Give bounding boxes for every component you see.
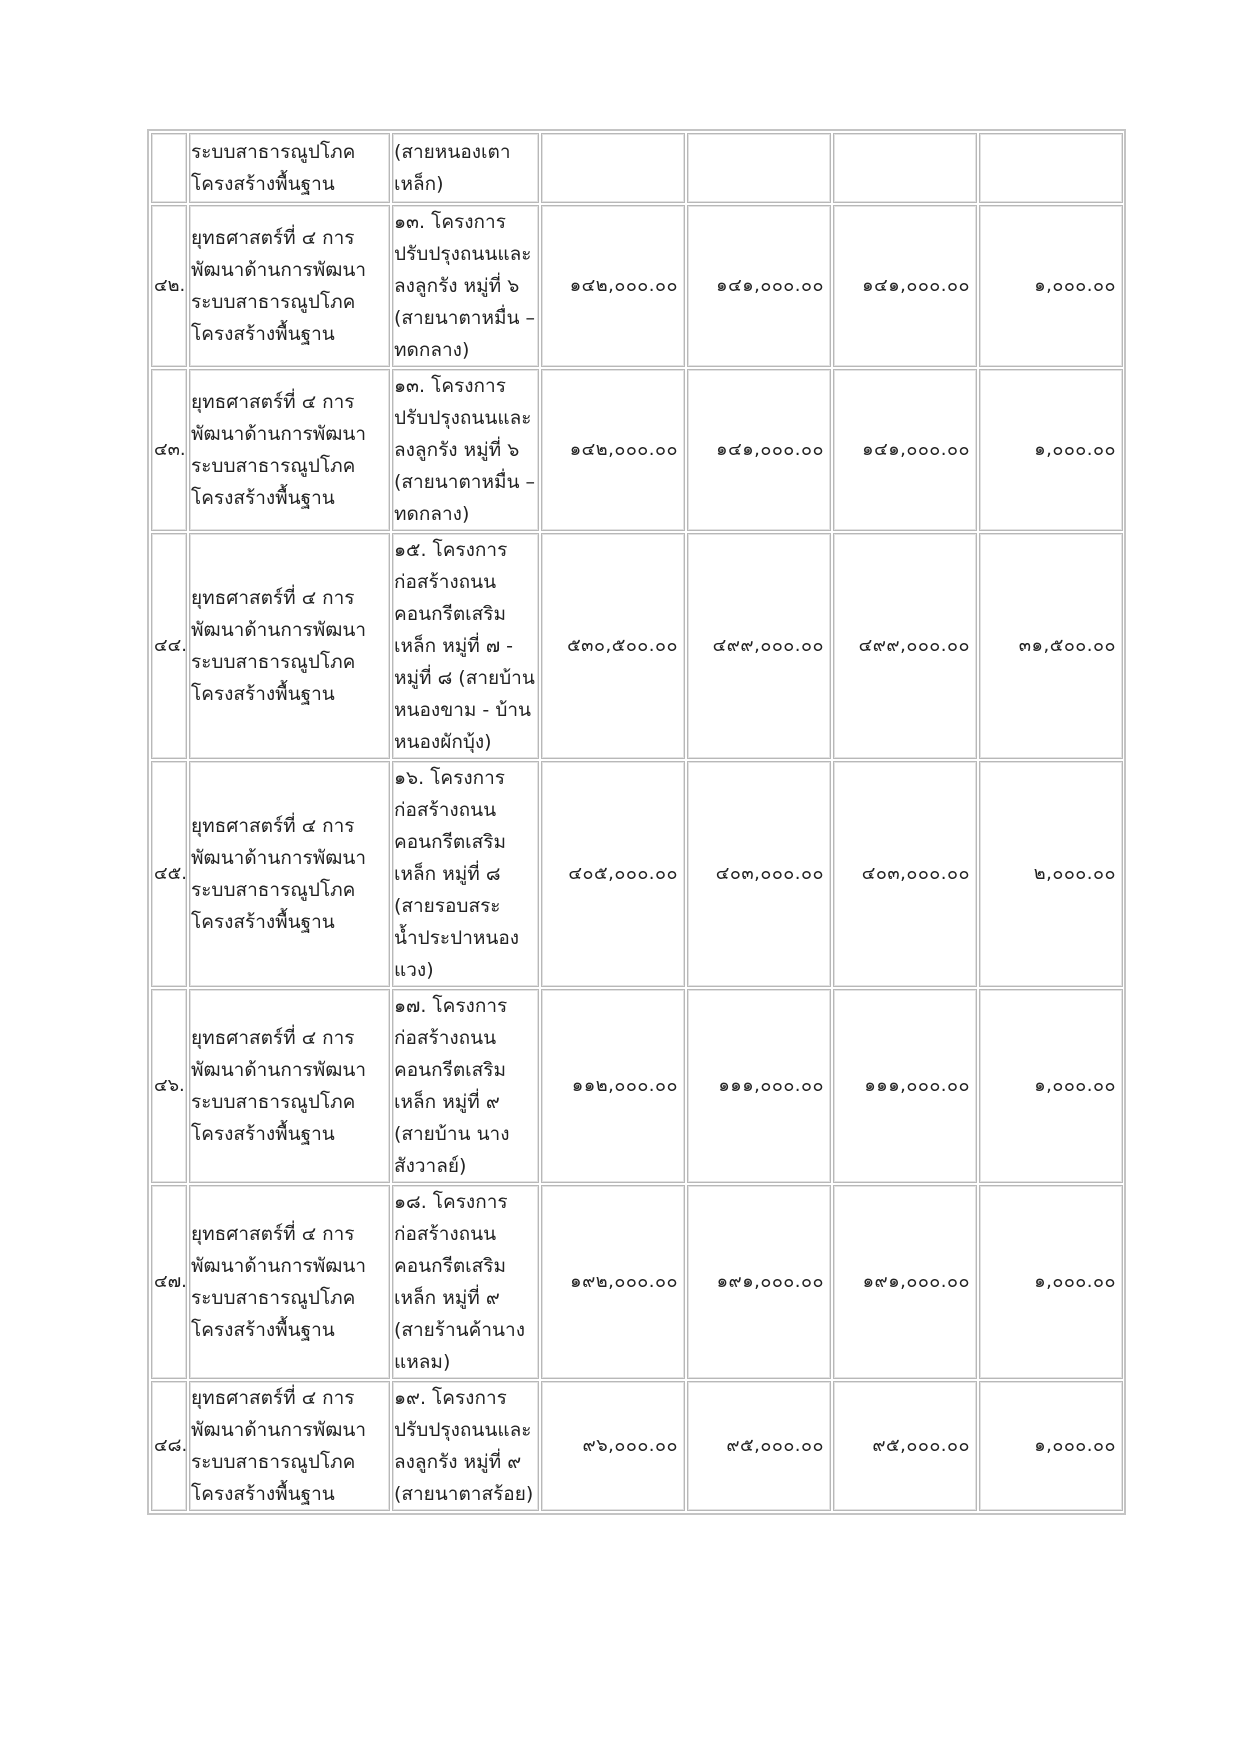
project-line: (สายนาตาหมื่น – bbox=[394, 471, 536, 493]
amount-cell-1 bbox=[541, 533, 685, 759]
project-line: ปรับปรุงถนนและ bbox=[394, 1419, 532, 1441]
amount-cell-2 bbox=[687, 533, 831, 759]
budget-table bbox=[147, 129, 1126, 1515]
project-line: ๑๗. โครงการ bbox=[394, 995, 508, 1017]
amount-value: ๑๔๒,๐๐๐.๐๐ bbox=[569, 275, 678, 296]
strategy-cell bbox=[189, 761, 390, 987]
row-number: ๔๘. bbox=[154, 1435, 188, 1456]
project-line: สังวาลย์) bbox=[394, 1155, 467, 1177]
strategy-line: ยุทธศาสตร์ที่ ๔ การ bbox=[191, 1223, 355, 1245]
amount-value: ๙๕,๐๐๐.๐๐ bbox=[872, 1435, 970, 1456]
amount-value: ๑๔๒,๐๐๐.๐๐ bbox=[569, 439, 678, 460]
strategy-line: ยุทธศาสตร์ที่ ๔ การ bbox=[191, 815, 355, 837]
project-line: หมู่ที่ ๘ (สายบ้าน bbox=[394, 667, 535, 689]
amount-cell-3 bbox=[833, 761, 977, 987]
project-line: (สายหนองเตา bbox=[394, 141, 511, 163]
project-line: ปรับปรุงถนนและ bbox=[394, 407, 532, 429]
strategy-line: โครงสร้างพื้นฐาน bbox=[191, 683, 335, 705]
amount-value: ๑๙๑,๐๐๐.๐๐ bbox=[716, 1271, 824, 1292]
amount-cell-4 bbox=[979, 1381, 1123, 1511]
project-line: น้ำประปาหนอง bbox=[394, 927, 520, 949]
amount-value: ๑๔๑,๐๐๐.๐๐ bbox=[862, 275, 970, 296]
amount-value: ๒,๐๐๐.๐๐ bbox=[1033, 863, 1116, 884]
strategy-cell bbox=[189, 533, 390, 759]
row-number-cell bbox=[151, 133, 187, 203]
amount-cell-2 bbox=[687, 761, 831, 987]
row-number: ๔๔. bbox=[154, 635, 187, 656]
amount-cell-3 bbox=[833, 1381, 977, 1511]
project-line: ๑๘. โครงการ bbox=[394, 1191, 508, 1213]
project-line: (สายนาตาสร้อย) bbox=[394, 1483, 534, 1505]
amount-value: ๑๔๑,๐๐๐.๐๐ bbox=[716, 439, 824, 460]
strategy-line: ระบบสาธารณูปโภค bbox=[191, 651, 356, 673]
amount-cell-3 bbox=[833, 205, 977, 367]
table-row bbox=[151, 205, 1123, 367]
table-body bbox=[151, 133, 1123, 1511]
project-line: ๑๓. โครงการ bbox=[394, 211, 506, 233]
project-cell bbox=[392, 205, 539, 367]
amount-value: ๔๙๙,๐๐๐.๐๐ bbox=[858, 635, 970, 656]
strategy-cell bbox=[189, 205, 390, 367]
amount-value: ๙๖,๐๐๐.๐๐ bbox=[582, 1435, 678, 1456]
project-cell bbox=[392, 1185, 539, 1379]
project-line: เหล็ก หมู่ที่ ๘ bbox=[394, 863, 501, 885]
project-cell bbox=[392, 133, 539, 203]
strategy-line: พัฒนาด้านการพัฒนา bbox=[191, 847, 367, 869]
project-line: แวง) bbox=[394, 959, 434, 981]
amount-cell-4 bbox=[979, 1185, 1123, 1379]
table-row bbox=[151, 1185, 1123, 1379]
amount-cell-1 bbox=[541, 1381, 685, 1511]
amount-value: ๑๔๑,๐๐๐.๐๐ bbox=[716, 275, 824, 296]
strategy-line: ยุทธศาสตร์ที่ ๔ การ bbox=[191, 391, 355, 413]
row-number-cell bbox=[151, 1185, 187, 1379]
amount-cell-2 bbox=[687, 1185, 831, 1379]
amount-value: ๑,๐๐๐.๐๐ bbox=[1034, 439, 1116, 460]
row-number: ๔๒. bbox=[154, 275, 186, 296]
row-number-cell bbox=[151, 205, 187, 367]
amount-value: ๓๑,๕๐๐.๐๐ bbox=[1018, 635, 1116, 656]
table-row bbox=[151, 369, 1123, 531]
amount-cell-4 bbox=[979, 133, 1123, 203]
amount-cell-3 bbox=[833, 369, 977, 531]
project-line: (สายนาตาหมื่น – bbox=[394, 307, 536, 329]
project-cell bbox=[392, 761, 539, 987]
project-line: ๑๓. โครงการ bbox=[394, 375, 506, 397]
amount-value: ๕๓๐,๕๐๐.๐๐ bbox=[567, 635, 678, 656]
strategy-line: พัฒนาด้านการพัฒนา bbox=[191, 1059, 367, 1081]
amount-cell-2 bbox=[687, 133, 831, 203]
project-line: (สายรอบสระ bbox=[394, 895, 501, 917]
strategy-line: ระบบสาธารณูปโภค bbox=[191, 1091, 356, 1113]
project-cell bbox=[392, 533, 539, 759]
table-row bbox=[151, 133, 1123, 203]
project-cell bbox=[392, 369, 539, 531]
project-line: ก่อสร้างถนน bbox=[394, 1027, 497, 1049]
strategy-line: พัฒนาด้านการพัฒนา bbox=[191, 259, 367, 281]
amount-cell-2 bbox=[687, 369, 831, 531]
strategy-line: โครงสร้างพื้นฐาน bbox=[191, 911, 335, 933]
amount-cell-2 bbox=[687, 989, 831, 1183]
project-line: ๑๕. โครงการ bbox=[394, 539, 508, 561]
project-line: ก่อสร้างถนน bbox=[394, 571, 497, 593]
amount-cell-4 bbox=[979, 761, 1123, 987]
row-number: ๔๗. bbox=[154, 1271, 187, 1292]
amount-value: ๑,๐๐๐.๐๐ bbox=[1034, 1435, 1116, 1456]
project-line: หนองผักบุ้ง) bbox=[394, 731, 492, 753]
strategy-line: พัฒนาด้านการพัฒนา bbox=[191, 423, 367, 445]
strategy-line: ระบบสาธารณูปโภค bbox=[191, 455, 356, 477]
amount-cell-2 bbox=[687, 1381, 831, 1511]
row-number-cell bbox=[151, 369, 187, 531]
strategy-line: ระบบสาธารณูปโภค bbox=[191, 141, 356, 163]
project-line: ทดกลาง) bbox=[394, 503, 470, 525]
amount-value: ๙๕,๐๐๐.๐๐ bbox=[726, 1435, 824, 1456]
amount-cell-1 bbox=[541, 1185, 685, 1379]
amount-value: ๑๔๑,๐๐๐.๐๐ bbox=[862, 439, 970, 460]
amount-cell-3 bbox=[833, 133, 977, 203]
row-number-cell bbox=[151, 533, 187, 759]
strategy-line: ระบบสาธารณูปโภค bbox=[191, 1451, 356, 1473]
amount-value: ๑,๐๐๐.๐๐ bbox=[1034, 275, 1116, 296]
project-line: คอนกรีตเสริม bbox=[394, 603, 506, 625]
strategy-line: พัฒนาด้านการพัฒนา bbox=[191, 1255, 367, 1277]
amount-cell-3 bbox=[833, 989, 977, 1183]
amount-cell-3 bbox=[833, 533, 977, 759]
project-line: ลงลูกรัง หมู่ที่ ๙ bbox=[394, 1451, 522, 1473]
amount-value: ๑,๐๐๐.๐๐ bbox=[1034, 1271, 1116, 1292]
strategy-line: โครงสร้างพื้นฐาน bbox=[191, 1319, 335, 1341]
project-line: คอนกรีตเสริม bbox=[394, 831, 506, 853]
amount-cell-2 bbox=[687, 205, 831, 367]
project-line: ทดกลาง) bbox=[394, 339, 470, 361]
strategy-line: ระบบสาธารณูปโภค bbox=[191, 879, 356, 901]
amount-value: ๔๐๕,๐๐๐.๐๐ bbox=[568, 863, 678, 884]
row-number: ๔๕. bbox=[154, 863, 187, 884]
strategy-line: โครงสร้างพื้นฐาน bbox=[191, 173, 335, 195]
amount-value: ๑๙๒,๐๐๐.๐๐ bbox=[570, 1271, 678, 1292]
strategy-line: ยุทธศาสตร์ที่ ๔ การ bbox=[191, 587, 355, 609]
project-line: เหล็ก หมู่ที่ ๙ bbox=[394, 1091, 500, 1113]
project-line: เหล็ก หมู่ที่ ๙ bbox=[394, 1287, 500, 1309]
project-line: ๑๖. โครงการ bbox=[394, 767, 505, 789]
project-line: ก่อสร้างถนน bbox=[394, 799, 497, 821]
project-line: หนองขาม - บ้าน bbox=[394, 699, 532, 721]
amount-value: ๔๐๓,๐๐๐.๐๐ bbox=[715, 863, 824, 884]
table-row bbox=[151, 533, 1123, 759]
amount-value: ๑๑๑,๐๐๐.๐๐ bbox=[864, 1075, 970, 1096]
amount-cell-1 bbox=[541, 369, 685, 531]
row-number-cell bbox=[151, 989, 187, 1183]
amount-cell-1 bbox=[541, 133, 685, 203]
project-line: ก่อสร้างถนน bbox=[394, 1223, 497, 1245]
strategy-line: พัฒนาด้านการพัฒนา bbox=[191, 619, 367, 641]
project-line: ๑๙. โครงการ bbox=[394, 1387, 507, 1409]
project-line: ลงลูกรัง หมู่ที่ ๖ bbox=[394, 439, 520, 461]
strategy-line: โครงสร้างพื้นฐาน bbox=[191, 1483, 335, 1505]
strategy-cell bbox=[189, 1381, 390, 1511]
strategy-cell bbox=[189, 1185, 390, 1379]
table-row bbox=[151, 761, 1123, 987]
amount-value: ๑,๐๐๐.๐๐ bbox=[1034, 1075, 1116, 1096]
project-line: คอนกรีตเสริม bbox=[394, 1059, 506, 1081]
amount-value: ๔๙๙,๐๐๐.๐๐ bbox=[712, 635, 824, 656]
project-line: คอนกรีตเสริม bbox=[394, 1255, 506, 1277]
project-line: (สายบ้าน นาง bbox=[394, 1123, 510, 1145]
row-number-cell bbox=[151, 761, 187, 987]
budget-table-grid bbox=[149, 131, 1125, 1513]
strategy-line: ระบบสาธารณูปโภค bbox=[191, 291, 356, 313]
amount-cell-1 bbox=[541, 205, 685, 367]
row-number: ๔๖. bbox=[154, 1075, 185, 1096]
strategy-cell bbox=[189, 369, 390, 531]
row-number-cell bbox=[151, 1381, 187, 1511]
amount-value: ๔๐๓,๐๐๐.๐๐ bbox=[861, 863, 970, 884]
table-row bbox=[151, 1381, 1123, 1511]
strategy-line: โครงสร้างพื้นฐาน bbox=[191, 1123, 335, 1145]
amount-cell-4 bbox=[979, 205, 1123, 367]
row-number: ๔๓. bbox=[154, 439, 186, 460]
project-line: (สายร้านค้านาง bbox=[394, 1319, 525, 1341]
amount-cell-1 bbox=[541, 989, 685, 1183]
project-line: ลงลูกรัง หมู่ที่ ๖ bbox=[394, 275, 520, 297]
project-cell bbox=[392, 1381, 539, 1511]
strategy-cell bbox=[189, 133, 390, 203]
amount-value: ๑๑๒,๐๐๐.๐๐ bbox=[571, 1075, 678, 1096]
strategy-line: โครงสร้างพื้นฐาน bbox=[191, 487, 335, 509]
project-line: แหลม) bbox=[394, 1351, 451, 1373]
strategy-line: ยุทธศาสตร์ที่ ๔ การ bbox=[191, 1387, 355, 1409]
strategy-cell bbox=[189, 989, 390, 1183]
amount-cell-3 bbox=[833, 1185, 977, 1379]
amount-cell-4 bbox=[979, 369, 1123, 531]
project-line: ปรับปรุงถนนและ bbox=[394, 243, 532, 265]
project-line: เหล็ก หมู่ที่ ๗ - bbox=[394, 635, 514, 657]
amount-value: ๑๙๑,๐๐๐.๐๐ bbox=[862, 1271, 970, 1292]
strategy-line: พัฒนาด้านการพัฒนา bbox=[191, 1419, 367, 1441]
amount-cell-1 bbox=[541, 761, 685, 987]
strategy-line: โครงสร้างพื้นฐาน bbox=[191, 323, 335, 345]
amount-value: ๑๑๑,๐๐๐.๐๐ bbox=[718, 1075, 824, 1096]
project-line: เหล็ก) bbox=[394, 173, 444, 195]
amount-cell-4 bbox=[979, 989, 1123, 1183]
table-row bbox=[151, 989, 1123, 1183]
strategy-line: ยุทธศาสตร์ที่ ๔ การ bbox=[191, 227, 355, 249]
amount-cell-4 bbox=[979, 533, 1123, 759]
strategy-line: ยุทธศาสตร์ที่ ๔ การ bbox=[191, 1027, 355, 1049]
strategy-line: ระบบสาธารณูปโภค bbox=[191, 1287, 356, 1309]
project-cell bbox=[392, 989, 539, 1183]
